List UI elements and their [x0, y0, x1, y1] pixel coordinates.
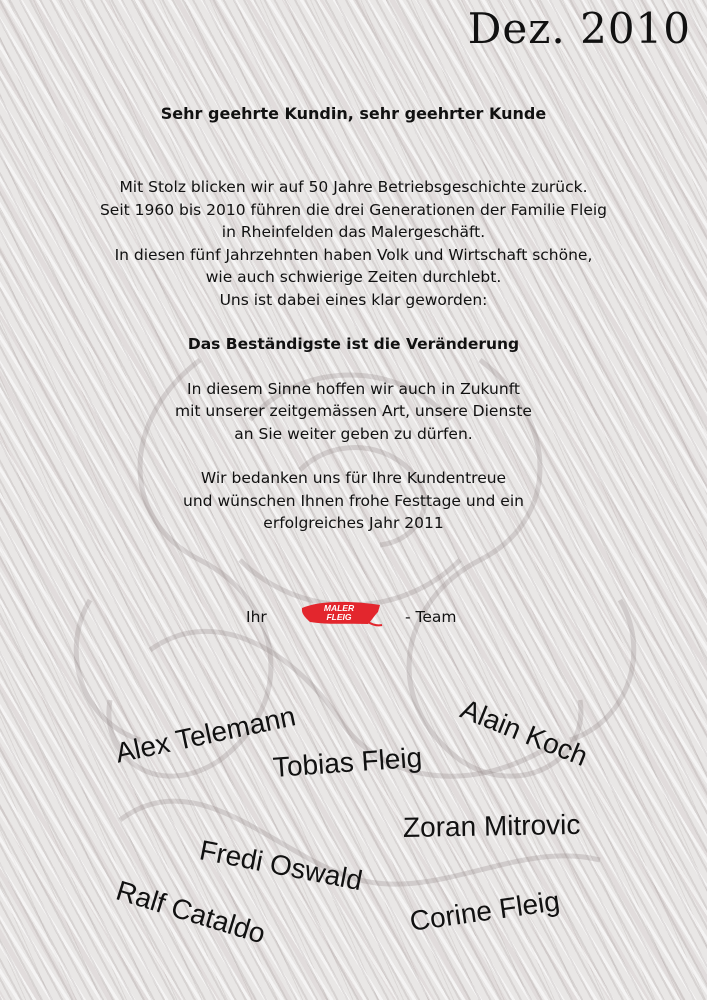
- body-line: erfolgreiches Jahr 2011: [263, 514, 444, 532]
- signature-alex-telemann: Alex Telemann: [112, 700, 299, 769]
- team-prefix: Ihr: [246, 608, 267, 626]
- team-suffix: - Team: [405, 608, 457, 626]
- svg-text:FLEIG: FLEIG: [326, 612, 352, 622]
- body-line: mit unserer zeitgemässen Art, unsere Dienste: [175, 402, 532, 420]
- signature-corine-fleig: Corine Fleig: [407, 885, 562, 937]
- body-line: In diesem Sinne hoffen wir auch in Zukunft: [187, 379, 520, 398]
- letter-date: Dez. 2010: [467, 4, 691, 53]
- signature-zoran-mitrovic: Zoran Mitrovic: [402, 808, 581, 843]
- body-line: Uns ist dabei eines klar geworden:: [219, 290, 488, 309]
- body-line: wie auch schwierige Zeiten durchlebt.: [205, 268, 502, 286]
- body-line: Seit 1960 bis 2010 führen die drei Generationen der Familie Fleig: [99, 200, 608, 219]
- body-line: und wünschen Ihnen frohe Festtage und ein: [183, 491, 524, 510]
- body-line: an Sie weiter geben zu dürfen.: [234, 424, 473, 443]
- team-signoff: [0, 598, 707, 638]
- body-line: Wir bedanken uns für Ihre Kundentreue: [200, 469, 507, 487]
- motto: Das Beständigste ist die Veränderung: [187, 335, 520, 353]
- signature-ralf-cataldo: Ralf Cataldo: [112, 874, 270, 950]
- maler-fleig-logo: [298, 598, 384, 628]
- signature-fredi-oswald: Fredi Oswald: [197, 834, 365, 897]
- letter-body: [0, 176, 707, 535]
- signature-alain-koch: Alain Koch: [456, 693, 593, 773]
- body-line: Mit Stolz blicken wir auf 50 Jahre Betriebsgeschichte zurück.: [119, 178, 588, 196]
- body-line: in Rheinfelden das Malergeschäft.: [221, 223, 486, 241]
- salutation: Sehr geehrte Kundin, sehr geehrter Kunde: [160, 104, 547, 123]
- svg-text:MALER: MALER: [323, 603, 355, 613]
- signature-tobias-fleig: Tobias Fleig: [271, 741, 424, 783]
- body-line: In diesen fünf Jahrzehnten haben Volk und Wirtschaft schöne,: [114, 245, 593, 264]
